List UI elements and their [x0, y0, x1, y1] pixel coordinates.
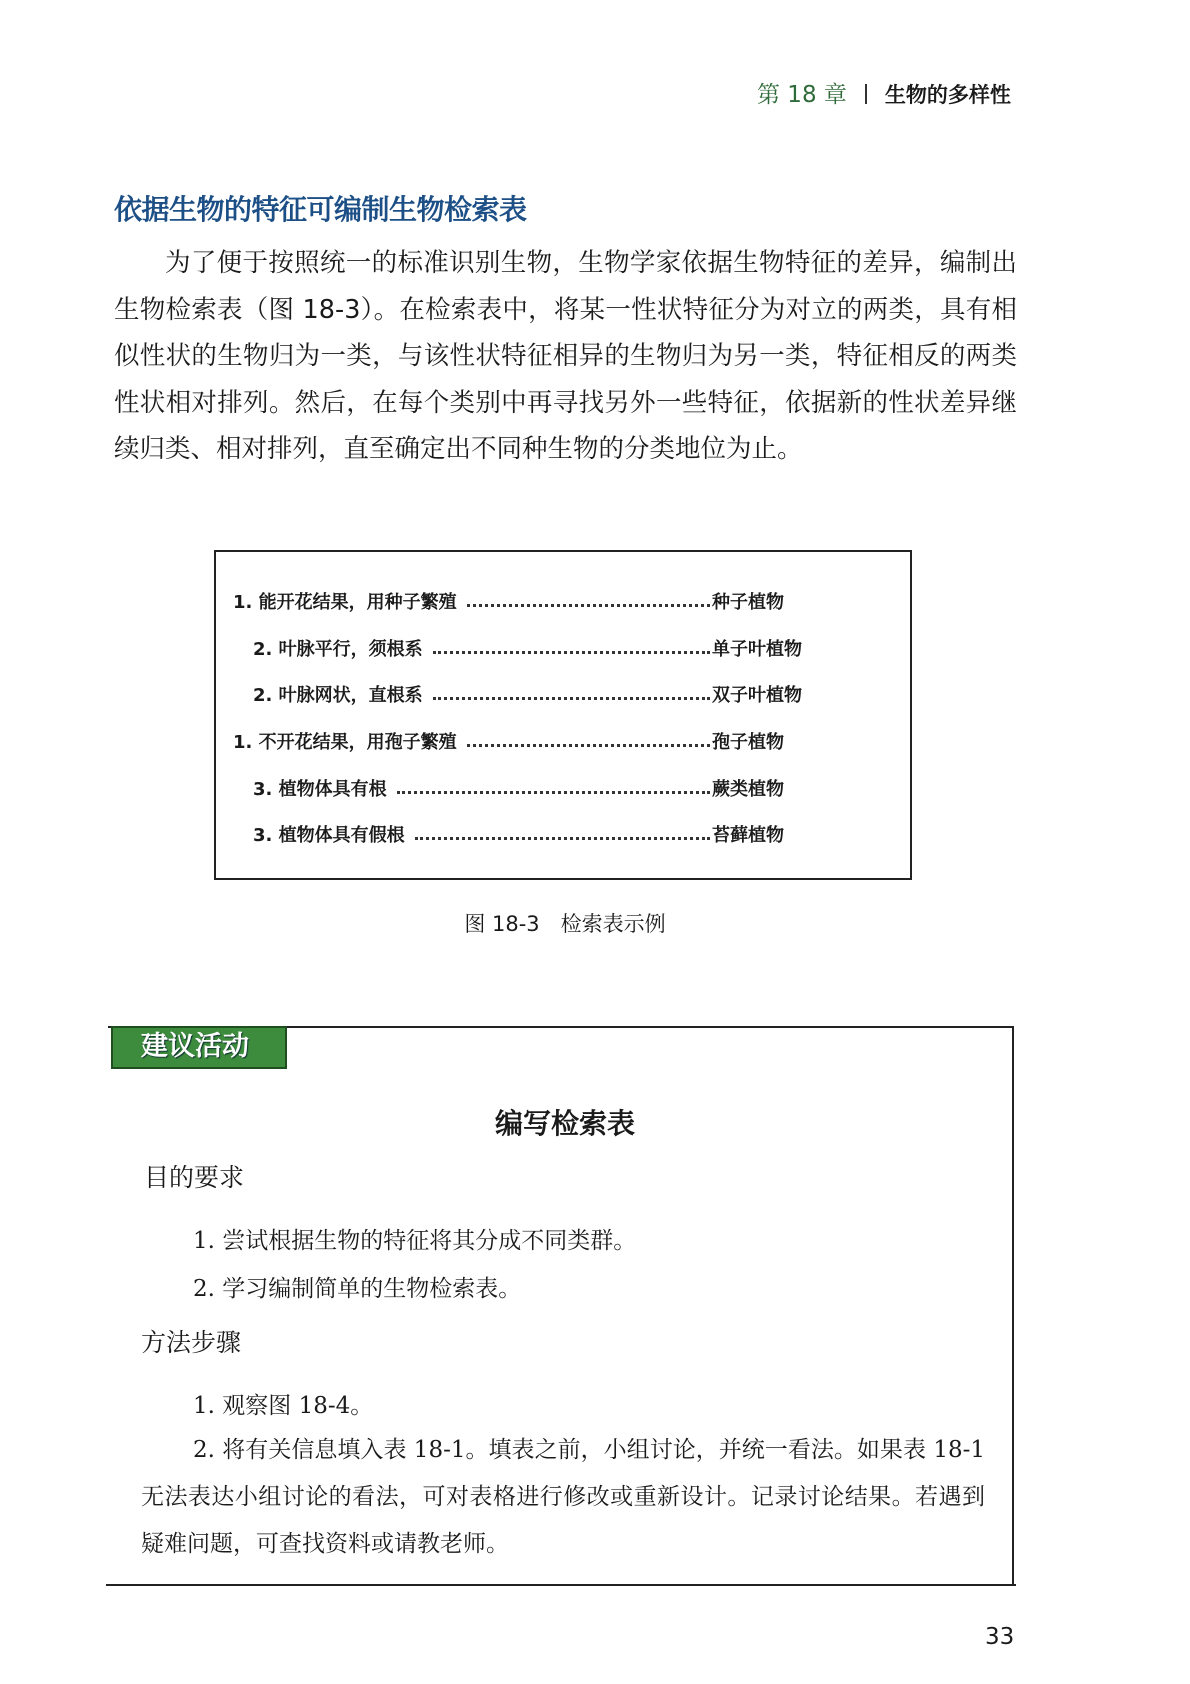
- key-row-result: 种子植物: [712, 592, 784, 613]
- key-row-label: 2. 叶脉平行，须根系: [253, 639, 423, 660]
- steps-heading: 方法步骤: [141, 1328, 242, 1357]
- activity-tab-label: 建议活动: [111, 1026, 287, 1069]
- key-row-label: 3. 植物体具有假根: [253, 825, 405, 846]
- header-divider: [865, 84, 867, 104]
- leader-dots: [467, 744, 710, 747]
- key-row-label: 2. 叶脉网状，直根系: [253, 685, 423, 706]
- key-row: [216, 773, 910, 803]
- key-row-result: 苔藓植物: [712, 825, 784, 846]
- step-item: 1. 观察图 18-4。: [193, 1393, 374, 1419]
- key-row: [216, 633, 910, 663]
- key-row-result: 单子叶植物: [712, 639, 802, 660]
- running-header: [757, 76, 1011, 109]
- step-item: 2. 将有关信息填入表 18-1。填表之前，小组讨论，并统一看法。如果表 18-1 无法表达小组讨论的看法，可对表格进行修改或重新设计。记录讨论结果。若遇到疑难问题，可查找资料或请教老师。: [141, 1437, 985, 1557]
- key-row-label: 1. 能开花结果，用种子繁殖: [233, 592, 457, 613]
- leader-dots: [467, 604, 710, 607]
- goal-item: 2. 学习编制简单的生物检索表。: [193, 1276, 522, 1302]
- page-number: 33: [985, 1624, 1015, 1650]
- goal-item: 1. 尝试根据生物的特征将其分成不同类群。: [193, 1228, 637, 1254]
- key-row-result: 双子叶植物: [712, 685, 802, 706]
- goals-heading: 目的要求: [144, 1163, 245, 1192]
- leader-dots: [415, 837, 710, 840]
- key-table-figure: [214, 550, 912, 880]
- chapter-number: 第 18 章: [757, 82, 847, 108]
- activity-box-bottom-rule: [106, 1584, 1016, 1586]
- chapter-title: 生物的多样性: [884, 83, 1011, 107]
- key-row: [216, 586, 910, 616]
- key-row: [216, 726, 910, 756]
- activity-title: 编写检索表: [494, 1107, 635, 1140]
- leader-dots: [433, 697, 710, 700]
- key-row-label: 1. 不开花结果，用孢子繁殖: [233, 732, 457, 753]
- figure-caption: 图 18-3 检索表示例: [464, 912, 666, 936]
- key-row-label: 3. 植物体具有根: [253, 779, 387, 800]
- leader-dots: [397, 791, 710, 794]
- leader-dots: [433, 651, 710, 654]
- body-paragraph: 为了便于按照统一的标准识别生物，生物学家依据生物特征的差异，编制出生物检索表（图 18-3）。在检索表中，将某一性状特征分为对立的两类，具有相似性状的生物归为一类，与该性状特征相异的生物归为另一类，特征相反的两类性状相对排列。然后，在每个类别中再寻找另外一些特征，依据新的性状差异继续归类、相对排列，直至确定出不同种生物的分类地位为止。: [114, 248, 1017, 465]
- key-row: [216, 819, 910, 849]
- key-row: [216, 679, 910, 709]
- key-row-result: 孢子植物: [712, 732, 784, 753]
- section-title: 依据生物的特征可编制生物检索表: [114, 193, 527, 226]
- key-row-result: 蕨类植物: [712, 779, 784, 800]
